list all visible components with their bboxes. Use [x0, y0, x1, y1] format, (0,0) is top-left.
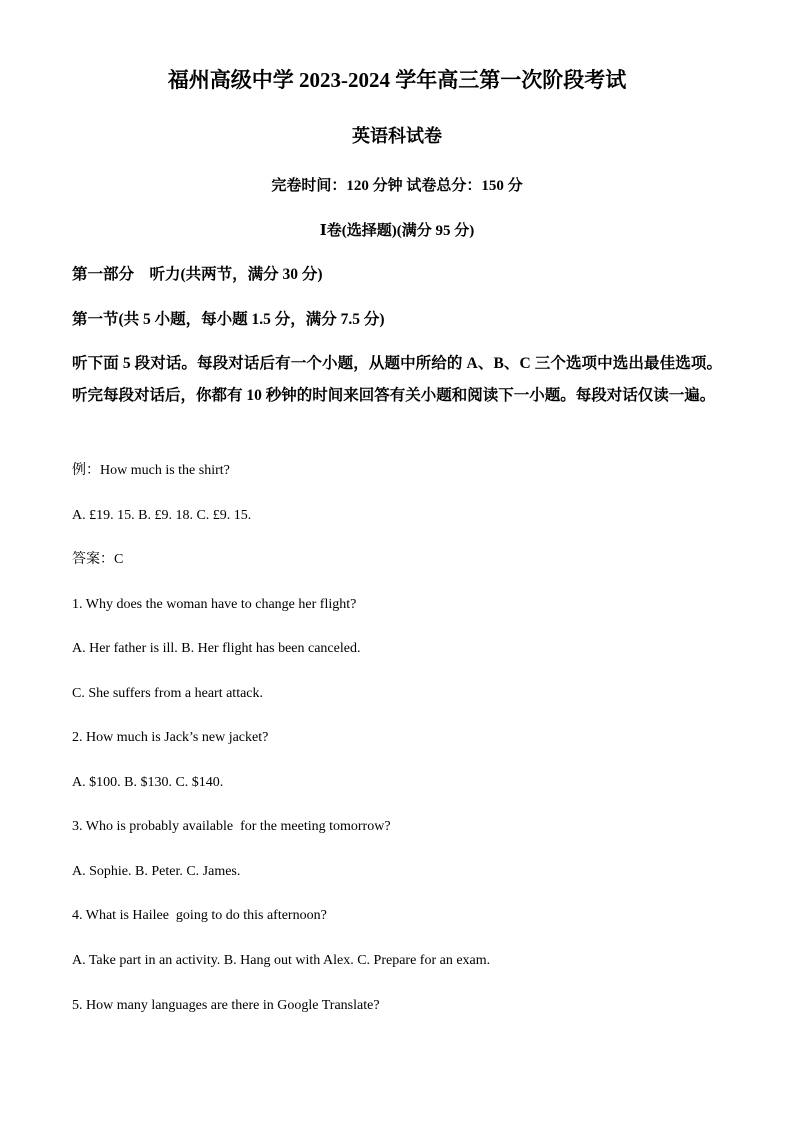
subject-title: 英语科试卷 — [352, 126, 442, 146]
question-2: 2. How much is Jack’s new jacket? — [72, 730, 269, 745]
question-1-options-a-b: A. Her father is ill. B. Her flight has been canceled. — [72, 641, 361, 656]
question-2-options: A. $100. B. $130. C. $140. — [72, 775, 224, 790]
part-heading: 第一部分 听力(共两节，满分 30 分) — [72, 266, 323, 283]
question-1-options-c: C. She suffers from a heart attack. — [72, 686, 264, 701]
exam-title: 福州高级中学 2023-2024 学年高三第一次阶段考试 — [167, 68, 627, 92]
subsection-heading: 第一节(共 5 小题，每小题 1.5 分，满分 7.5 分) — [72, 311, 385, 328]
example-question: 例：How much is the shirt? — [72, 463, 230, 478]
exam-meta: 完卷时间：120 分钟 试卷总分：150 分 — [271, 178, 523, 194]
example-options: A. £19. 15. B. £9. 18. C. £9. 15. — [72, 508, 252, 523]
question-3: 3. Who is probably available for the meeting tomorrow? — [72, 819, 391, 834]
instructions-paragraph: 听下面 5 段对话。每段对话后有一个小题，从题中所给的 A、B、C 三个选项中选出最佳选项。听完每段对话后，你都有 10 秒钟的时间来回答有关小题和阅读下一小题。每段对话仅读一遍。 — [72, 355, 722, 404]
volume-heading: Ⅰ卷(选择题)(满分 95 分) — [319, 223, 475, 239]
question-3-options: A. Sophie. B. Peter. C. James. — [72, 864, 241, 879]
question-4: 4. What is Hailee going to do this afternoon? — [72, 908, 327, 923]
question-1: 1. Why does the woman have to change her flight? — [72, 597, 357, 612]
question-4-options: A. Take part in an activity. B. Hang out with Alex. C. Prepare for an exam. — [72, 953, 491, 968]
example-answer: 答案：C — [72, 552, 124, 567]
question-5: 5. How many languages are there in Google Translate? — [72, 998, 380, 1013]
